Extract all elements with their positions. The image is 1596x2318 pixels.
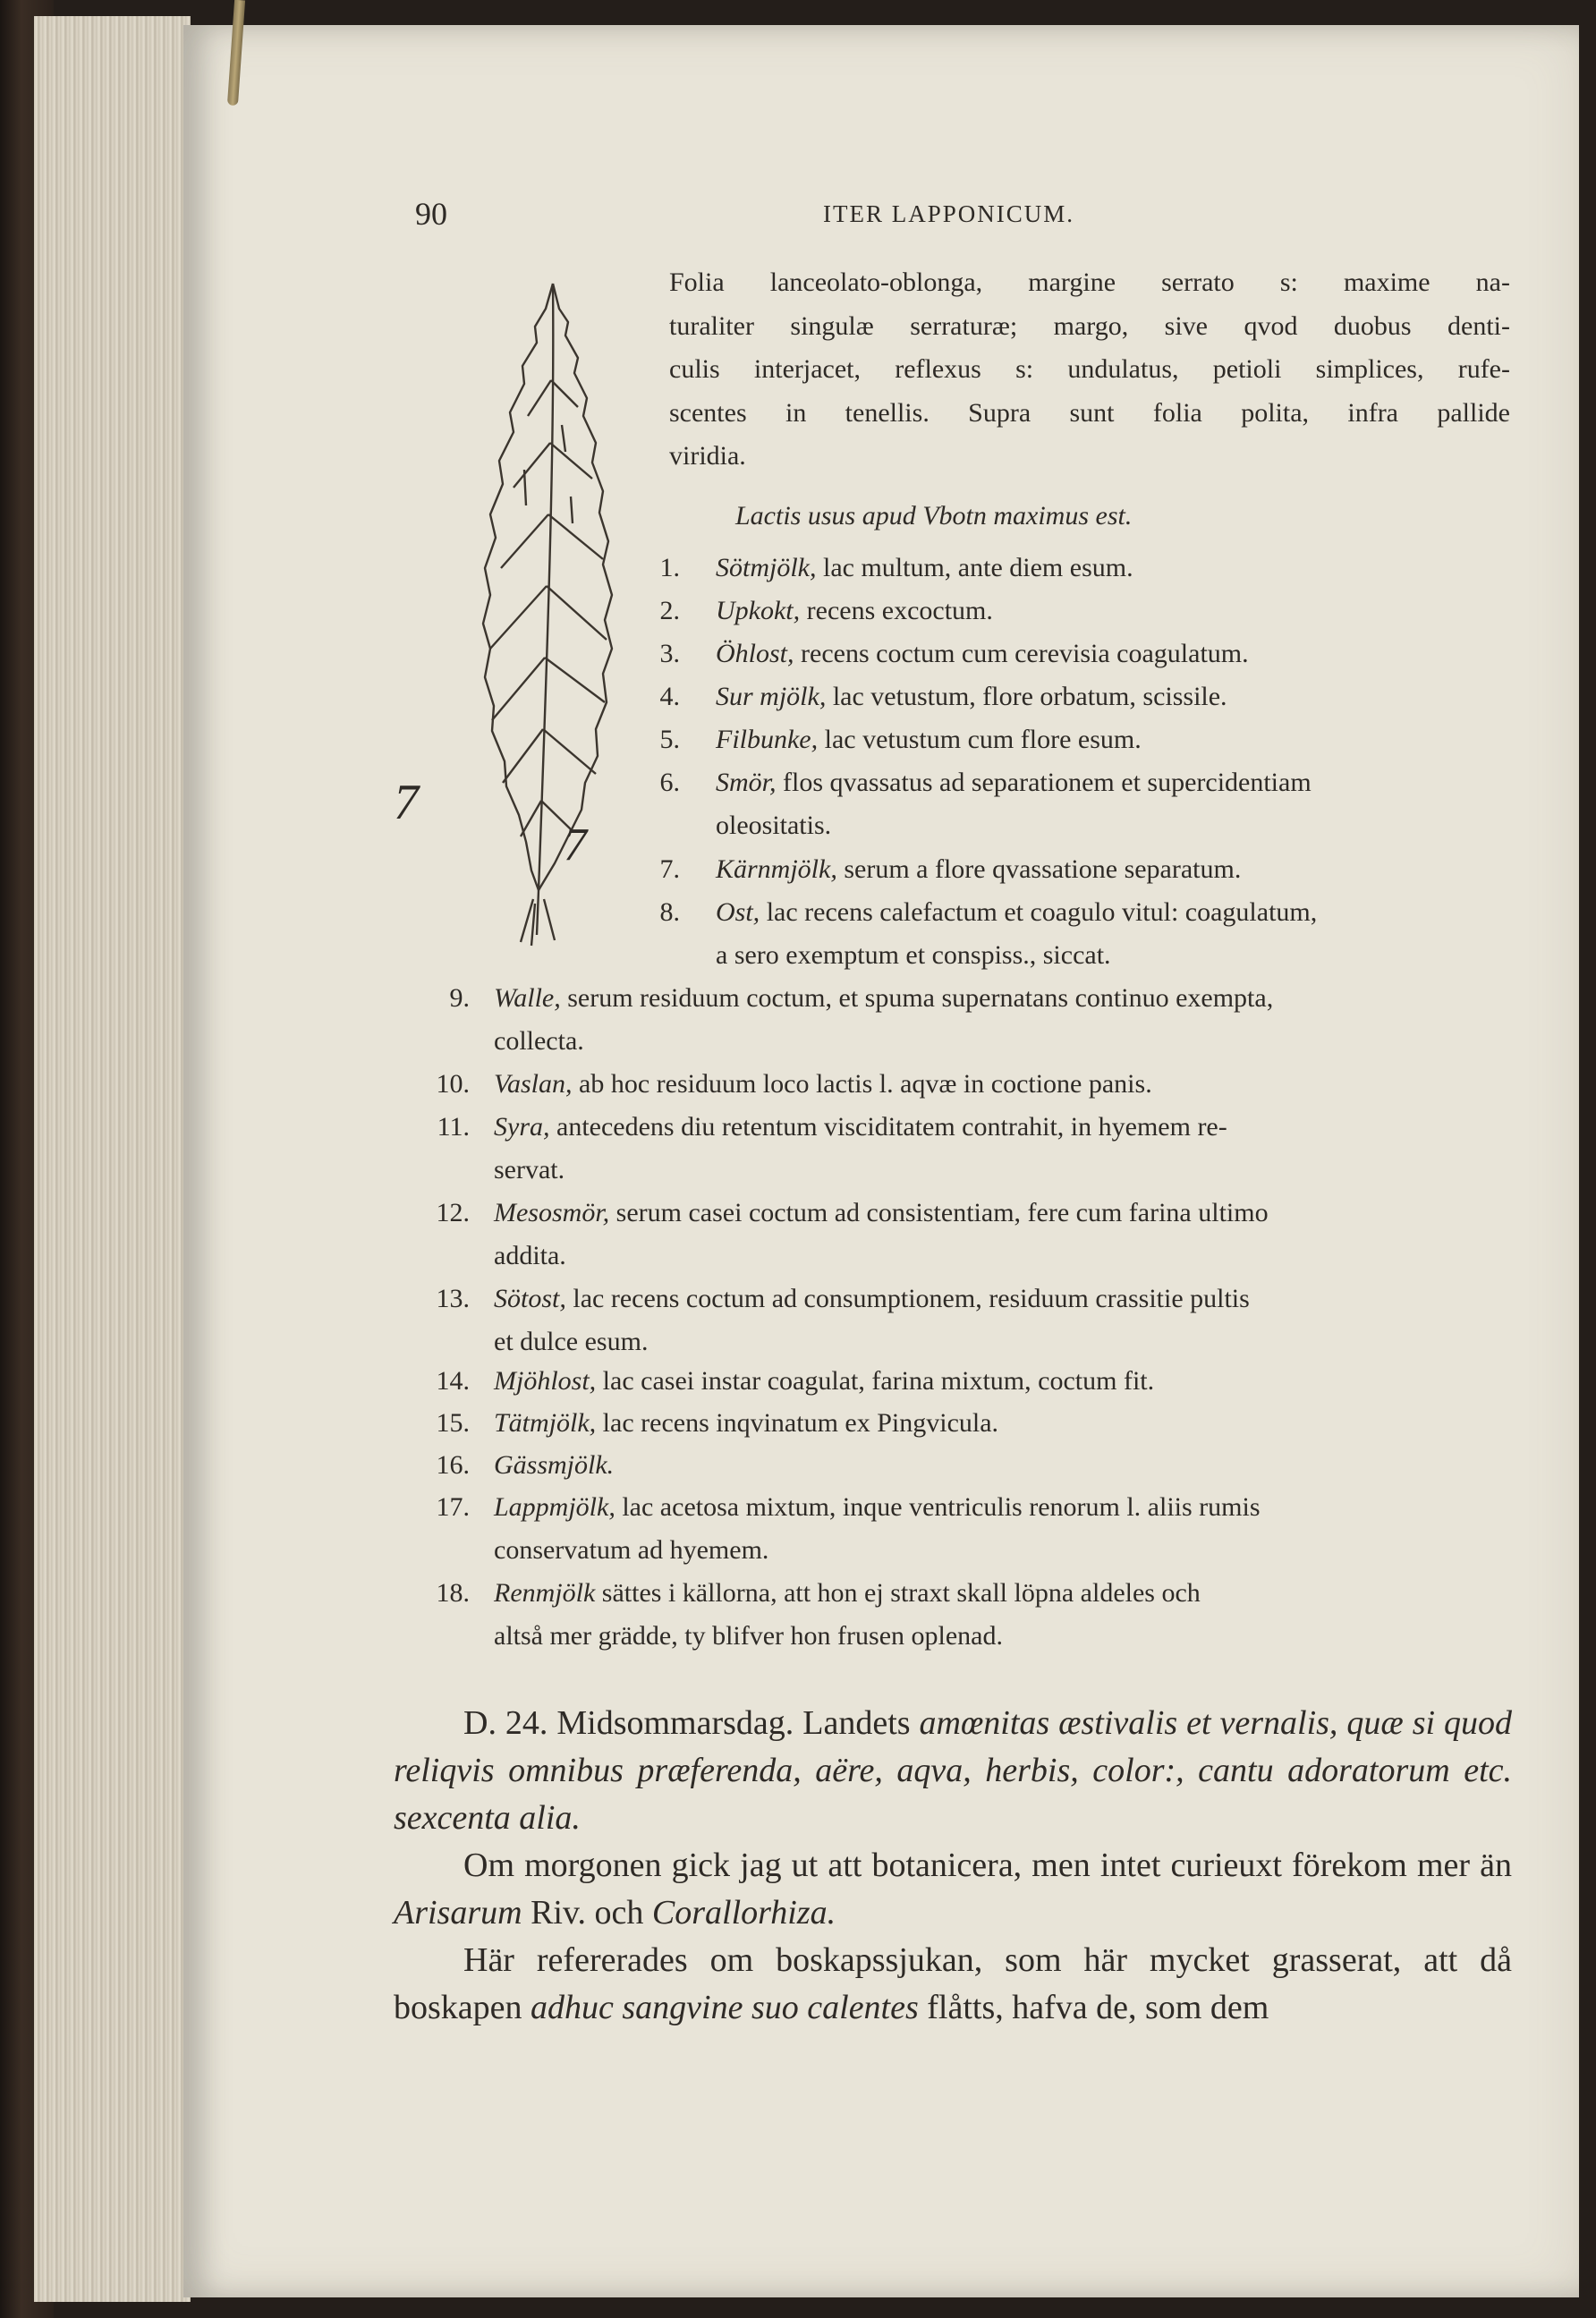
item-number: 15. xyxy=(436,1408,470,1438)
item-text xyxy=(716,675,1227,719)
item-term: Upkokt, xyxy=(716,596,801,625)
item-term: Sötost, xyxy=(494,1284,566,1313)
item-line: lac casei instar coagulat, farina mixtum, coctum fit. xyxy=(602,1366,1155,1396)
item-term: Öhlost, xyxy=(716,639,794,668)
entry-paragraph-2 xyxy=(394,1842,1512,1937)
item-text xyxy=(716,633,1249,676)
item-number: 8. xyxy=(659,897,680,927)
item-text xyxy=(716,590,993,633)
item-text xyxy=(716,718,1142,762)
item-term: Lappmjölk, xyxy=(494,1492,615,1522)
item-line: lac multum, ante diem esum. xyxy=(823,553,1133,582)
item-text xyxy=(716,547,1133,590)
item-text xyxy=(494,1278,1250,1321)
item-text xyxy=(494,1063,1152,1107)
item-line: servat. xyxy=(494,1155,565,1184)
intro-line: scentes in tenellis. Supra sunt folia polita, infra pallide xyxy=(669,397,1510,428)
item-term: Sötmjölk, xyxy=(716,553,817,582)
item-term: Gässmjölk. xyxy=(494,1450,615,1480)
item-line: antecedens diu retentum visciditatem contrahit, in hyemem re- xyxy=(556,1112,1227,1142)
entry-text: Här refererades om boskapssjukan, som här mycket grasserat, att då boskapen xyxy=(394,1941,1512,2026)
item-line: altså mer grädde, ty blifver hon frusen oplenad. xyxy=(494,1621,1003,1651)
item-line: serum casei coctum ad consistentiam, fere cum farina ultimo xyxy=(615,1198,1269,1227)
intro-paragraph xyxy=(669,261,1510,479)
item-text xyxy=(494,1486,1261,1530)
item-term: Vaslan, xyxy=(494,1069,573,1099)
intro-line: turaliter singulæ serraturæ; margo, sive qvod duobus denti- xyxy=(669,310,1510,341)
item-line: lac recens calefactum et coagulo vitul: coagulatum, xyxy=(766,897,1318,927)
entry-italic-text: Corallorhiza. xyxy=(651,1894,836,1932)
item-line: a sero exemptum et conspiss., siccat. xyxy=(716,940,1111,970)
item-number: 18. xyxy=(436,1578,470,1608)
item-text xyxy=(494,977,1273,1021)
item-number: 16. xyxy=(436,1450,470,1480)
item-number: 2. xyxy=(659,596,680,625)
entry-paragraph-3 xyxy=(394,1937,1512,2032)
item-term: Tätmjölk, xyxy=(494,1408,597,1438)
item-text xyxy=(494,1192,1269,1235)
entry-text: D. 24. Midsommarsdag. Landets xyxy=(463,1704,920,1742)
item-number: 9. xyxy=(449,983,470,1013)
item-text xyxy=(716,891,1317,935)
diary-entry xyxy=(394,1700,1512,2032)
item-text xyxy=(494,1402,998,1446)
item-number: 12. xyxy=(436,1198,470,1227)
intro-line: culis interjacet, reflexus s: undulatus, petioli simplices, rufe- xyxy=(669,354,1510,384)
item-line: et dulce esum. xyxy=(494,1327,649,1356)
subheading: Lactis usus apud Vbotn maximus est. xyxy=(735,501,1133,531)
item-number: 6. xyxy=(659,768,680,797)
item-line: lac acetosa mixtum, inque ventriculis renorum l. aliis rumis xyxy=(622,1492,1261,1522)
item-line: lac recens inqvinatum ex Pingvicula. xyxy=(602,1408,999,1438)
item-number: 5. xyxy=(659,725,680,754)
item-line: serum a flore qvassatione separatum. xyxy=(844,854,1242,884)
figure-number-left: 7 xyxy=(394,775,419,830)
item-text xyxy=(494,1572,1201,1616)
item-line: collecta. xyxy=(494,1026,584,1056)
item-number: 17. xyxy=(436,1492,470,1522)
item-text xyxy=(494,1444,614,1488)
item-number: 11. xyxy=(437,1112,470,1142)
item-line: lac recens coctum ad consumptionem, residuum crassitie pultis xyxy=(573,1284,1250,1313)
item-term: Syra, xyxy=(494,1112,550,1142)
intro-line: viridia. xyxy=(669,441,746,471)
item-number: 3. xyxy=(659,639,680,668)
page-number: 90 xyxy=(415,196,447,232)
item-line: lac vetustum, flore orbatum, scissile. xyxy=(832,682,1227,711)
item-line: addita. xyxy=(494,1241,566,1270)
item-term: Ost, xyxy=(716,897,760,927)
item-term: Walle, xyxy=(494,983,561,1013)
item-term: Renmjölk xyxy=(494,1578,596,1608)
item-term: Filbunke, xyxy=(716,725,819,754)
item-term: Mesosmör, xyxy=(494,1198,610,1227)
item-term: Kärnmjölk, xyxy=(716,854,837,884)
entry-italic-text: Arisarum xyxy=(394,1894,522,1932)
item-term: Mjöhlost, xyxy=(494,1366,597,1396)
item-line: ab hoc residuum loco lactis l. aqvæ in coctione panis. xyxy=(579,1069,1152,1099)
page-header xyxy=(394,195,1512,240)
item-number: 4. xyxy=(659,682,680,711)
item-text xyxy=(716,848,1241,892)
item-number: 14. xyxy=(436,1366,470,1396)
entry-text: Riv. och xyxy=(522,1894,652,1932)
item-line: sättes i källorna, att hon ej straxt skall löpna aldeles och xyxy=(601,1578,1201,1608)
page-edges xyxy=(34,16,191,2302)
item-term: Smör, xyxy=(716,768,777,797)
item-term: Sur mjölk, xyxy=(716,682,827,711)
item-line: recens coctum cum cerevisia coagulatum. xyxy=(801,639,1249,668)
item-number: 10. xyxy=(436,1069,470,1099)
item-text xyxy=(494,1360,1154,1404)
entry-text: Om morgonen gick jag ut att botanicera, men intet curieuxt förekom mer än xyxy=(463,1847,1512,1884)
item-number: 7. xyxy=(659,854,680,884)
item-number: 13. xyxy=(436,1284,470,1313)
intro-line: Folia lanceolato-oblonga, margine serrato s: maxime na- xyxy=(669,267,1510,297)
entry-italic-text: adhuc sangvine suo calentes xyxy=(531,1989,919,2026)
entry-italic-text: amœnitas æstivalis et vernalis, quæ si quod reliqvis omnibus præferenda, aëre, aqva, herbis, color:, cantu adoratorum etc. sexcenta alia. xyxy=(394,1704,1513,1837)
item-line: recens excoctum. xyxy=(806,596,993,625)
item-line: lac vetustum cum flore esum. xyxy=(824,725,1142,754)
item-line: serum residuum coctum, et spuma supernatans continuo exempta, xyxy=(567,983,1274,1013)
entry-text: flåtts, hafva de, som dem xyxy=(918,1989,1269,2026)
item-line: conservatum ad hyemem. xyxy=(494,1535,769,1565)
figure-number-right: 7 xyxy=(564,819,587,870)
item-line: flos qvassatus ad separationem et supercidentiam xyxy=(783,768,1312,797)
entry-paragraph-1 xyxy=(394,1700,1512,1842)
item-text xyxy=(716,761,1312,805)
item-number: 1. xyxy=(659,553,680,582)
running-head: ITER LAPPONICUM. xyxy=(823,200,1075,227)
item-line: oleositatis. xyxy=(716,811,832,840)
item-text xyxy=(494,1106,1227,1150)
